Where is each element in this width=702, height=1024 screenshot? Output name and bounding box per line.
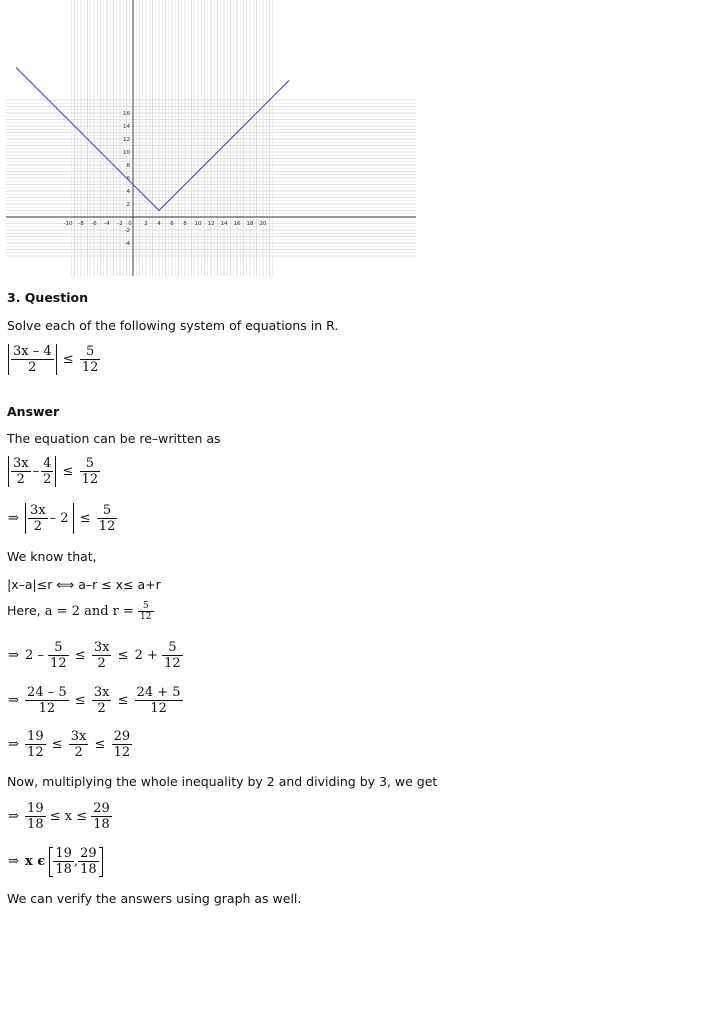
answer-heading: Answer [7,404,60,419]
step-evaluated: ⇒ $\frac{19}{12}$ ≤ $\frac{3x}{2}$ ≤ $\frac{29}{12}$ [8,729,131,760]
x-tick-label: -10 [63,221,73,227]
y-tick-label: -4 [124,241,130,247]
here-values: Here, a = 2 and r = $\frac{5}{12}$ [7,601,152,622]
step-solution: ⇒ $\frac{19}{18}$ ≤ x ≤ $\frac{29}{18}$ [8,801,110,832]
y-tick-label: 6 [126,176,130,182]
x-tick-label: 4 [157,221,161,227]
x-tick-label: 20 [259,221,267,227]
verify-text: We can verify the answers using graph as well. [7,891,302,906]
y-tick-label: 12 [123,137,130,143]
y-tick-label: -2 [124,228,130,234]
x-tick-label: 10 [194,221,202,227]
graph-grid [6,0,416,276]
x-tick-label: 0 [128,221,132,227]
question-instruction: Solve each of the following system of equations in R. [7,318,339,333]
step-interval-answer: ⇒ x ϵ $\frac{19}{18}$ , $\frac{29}{18}$ [6,846,103,877]
step-simplified: ⇒ $\frac{3x}{2}$ – 2 ≤ $\frac{5}{12}$ [8,503,116,534]
rewritten-text: The equation can be re–written as [7,431,221,446]
y-tick-label: 4 [126,189,130,195]
y-tick-label: 10 [123,150,130,156]
step-interval: ⇒ 2 – $\frac{5}{12}$ ≤ $\frac{3x}{2}$ ≤ 2 + $\frac{5}{12}$ [8,640,181,671]
y-tick-label: 16 [123,111,130,117]
y-tick-label: 8 [126,163,130,169]
x-tick-label: 2 [144,221,148,227]
step-rewritten: $\frac{3x}{2}$ – $\frac{4}{2}$ ≤ $\frac{5}{12}$ [8,456,100,487]
x-tick-label: 18 [246,221,254,227]
x-tick-label: 16 [233,221,241,227]
x-tick-label: 6 [170,221,174,227]
x-tick-label: -2 [117,221,123,227]
step-combined: ⇒ $\frac{24 - 5}{12}$ ≤ $\frac{3x}{2}$ ≤ $\frac{24 + 5}{12}$ [8,685,181,716]
multiply-text: Now, multiplying the whole inequality by 2 and dividing by 3, we get [7,774,438,789]
we-know-text: We know that, [7,549,97,564]
x-tick-label: -6 [91,221,97,227]
x-tick-label: 12 [207,221,215,227]
y-tick-label: 14 [123,124,130,130]
question-expression: $\frac{3x - 4}{2}$ ≤ $\frac{5}{12}$ [8,344,100,375]
x-tick-label: 8 [183,221,187,227]
x-tick-label: -4 [104,221,110,227]
question-heading: 3. Question [7,290,88,305]
x-tick-label: 14 [220,221,228,227]
function-graph [6,0,416,276]
y-tick-label: 2 [126,202,130,208]
absolute-value-property: |x–a|≤r ⟺ a–r ≤ x≤ a+r [7,577,161,592]
x-tick-label: -8 [78,221,84,227]
